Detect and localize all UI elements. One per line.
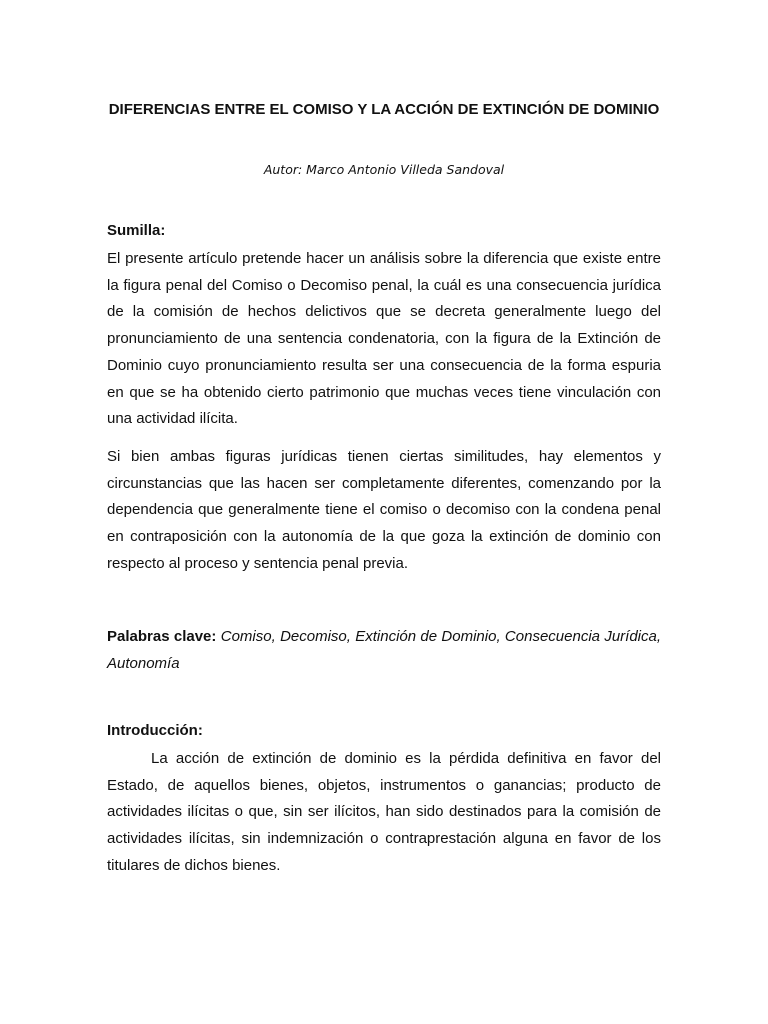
keywords-list: Comiso, Decomiso, Extinción de Dominio, Consecuencia Jurídica, Autonomía: [107, 628, 662, 672]
sumilla-paragraph-1: El presente artículo pretende hacer un análisis sobre la diferencia que existe entre la figura penal del Comiso o Decomiso penal, la cuál es una consecuencia jurídica de la comisión de hechos delictivos que se decreta generalmente luego del pronunciamiento de una sentencia condenatoria, con la figura de la Extinción de Dominio cuyo pronunciamiento resulta ser una consecuencia de la forma espuria en que se ha obtenido cierto patrimonio que muchas veces tiene vinculación con una actividad ilícita.: [107, 250, 661, 428]
document-title: DIFERENCIAS ENTRE EL COMISO Y LA ACCIÓN DE EXTINCIÓN DE DOMINIO: [108, 101, 660, 118]
sumilla-paragraph-2: Si bien ambas figuras jurídicas tienen ciertas similitudes, hay elementos y circunstancias que las hacen ser completamente diferentes, comenzando por la dependencia que generalmente tiene el comiso o decomiso con la condena penal en contraposición con la autonomía de la que goza la extinción de dominio con respecto al proceso y sentencia penal previa.: [107, 448, 661, 572]
introduccion-paragraph: La acción de extinción de dominio es la pérdida definitiva en favor del Estado, de aquellos bienes, objetos, instrumentos o ganancias; producto de actividades ilícitas o que, sin ser ilícitos, han sido destinados para la comisión de actividades ilícitas, sin indemnización o contraprestación alguna en favor de los titulares de dichos bienes.: [107, 750, 661, 874]
document-author: Autor: Marco Antonio Villeda Sandoval: [263, 162, 505, 177]
introduccion-heading: Introducción:: [107, 722, 203, 739]
sumilla-heading: Sumilla:: [107, 222, 166, 239]
keywords-paragraph: [107, 624, 661, 677]
keywords-label: Palabras clave:: [107, 628, 217, 645]
